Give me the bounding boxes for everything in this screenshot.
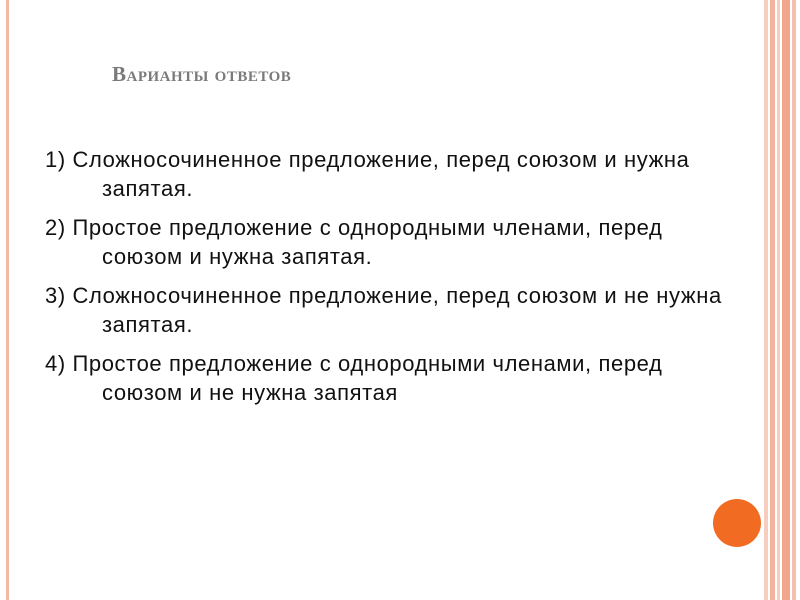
stripe: [777, 0, 780, 600]
answer-option-2: 2) Простое предложение с однородными членами, перед союзом и нужна запятая.: [45, 215, 663, 269]
decorative-circle: [713, 499, 761, 547]
answer-list: [45, 145, 725, 417]
stripe: [792, 0, 796, 600]
right-decorative-stripes: [764, 0, 800, 600]
left-border-line: [6, 0, 9, 600]
answer-option-1: 1) Сложносочиненное предложение, перед союзом и нужна запятая.: [45, 147, 690, 201]
stripe: [764, 0, 768, 600]
slide-title: Варианты ответов: [112, 62, 292, 86]
stripe: [782, 0, 790, 600]
answer-option-4: 4) Простое предложение с однородными членами, перед союзом и не нужна запятая: [45, 351, 663, 405]
stripe: [770, 0, 775, 600]
answer-option-3: 3) Сложносочиненное предложение, перед союзом и не нужна запятая.: [45, 283, 722, 337]
